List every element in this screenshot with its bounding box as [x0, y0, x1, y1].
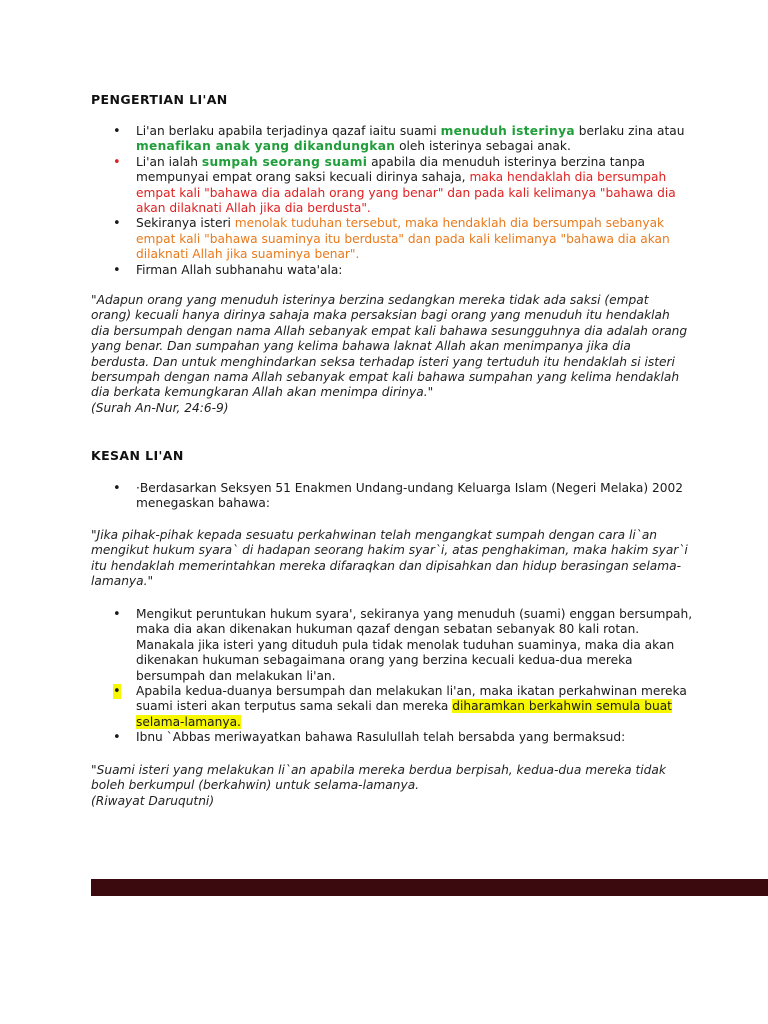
- quran-quote: [91, 293, 691, 416]
- heading-kesan-lian: KESAN LI'AN: [91, 448, 184, 463]
- kesan-intro-list: [0, 481, 696, 512]
- kesan-list: [0, 607, 696, 746]
- text-segment: Li'an ialah: [136, 154, 202, 169]
- text-segment: Li'an berlaku apabila terjadinya qazaf iaitu suami: [136, 124, 441, 138]
- definition-list: [0, 124, 696, 278]
- bullet-icon: •: [113, 262, 121, 278]
- heading-pengertian-lian: PENGERTIAN LI'AN: [91, 92, 228, 107]
- bullet-icon: •: [113, 730, 121, 746]
- list-item: [0, 155, 696, 217]
- quote-citation: (Surah An-Nur, 24:6-9): [91, 400, 229, 415]
- emphasis-green: sumpah seorang suami: [201, 154, 368, 169]
- footer-bar: [91, 879, 768, 896]
- bullet-icon: •: [113, 216, 121, 232]
- emphasis-green: menuduh isterinya: [440, 124, 575, 138]
- text-segment: ·Berdasarkan Seksyen 51 Enakmen Undang-undang Keluarga Islam (Negeri Melaka) 2002 menegaskan bahawa:: [136, 481, 684, 511]
- bullet-icon: •: [113, 684, 121, 700]
- emphasis-green: menafikan anak yang dikandungkan: [136, 139, 396, 154]
- list-item: [0, 481, 696, 512]
- bullet-icon: •: [113, 481, 121, 496]
- text-segment: Firman Allah subhanahu wata'ala:: [136, 262, 343, 277]
- list-item: [0, 124, 696, 155]
- hadith-quote: [91, 763, 691, 809]
- bullet-icon: •: [113, 124, 121, 139]
- bullet-icon: •: [113, 607, 121, 622]
- highlighted-text: diharamkan berkahwin semula buat selama-lamanya.: [136, 699, 672, 729]
- text-segment: apabila dia menuduh isterinya berzina tanpa mempunyai empat orang saksi kecuali dirinya sahaja,: [136, 154, 645, 185]
- text-segment: berlaku zina atau: [574, 124, 685, 138]
- quote-text: "Adapun orang yang menuduh isterinya berzina sedangkan mereka tidak ada saksi (empat orang) kecuali hanya dirinya sahaja maka persaksian bagi orang yang menuduh itu hendaklah dia bersumpah dengan nama Allah sebanyak empat kali bahawa sesungguhnya dia adalah orang yang benar. Dan sumpahan yang kelima bahawa laknat Allah akan menimpanya jika dia berdusta. Dan untuk menghindarkan seksa terhadap isteri yang tertuduh itu hendaklah si isteri bersumpah dengan nama Allah sebanyak empat kali bahawa sumpahan yang kelima hendaklah dia berkata kemungkaran Allah akan menimpa dirinya.": [91, 293, 688, 400]
- list-item: [0, 607, 696, 684]
- text-segment: oleh isterinya sebagai anak.: [395, 139, 571, 154]
- emphasis-orange: menolak tuduhan tersebut, maka hendaklah dia bersumpah sebanyak empat kali "bahawa suaminya itu berdusta" dan pada kali kelimanya "bahawa dia akan dilaknati Allah jika suaminya benar".: [136, 216, 670, 262]
- list-item: [0, 216, 696, 262]
- enactment-quote: [91, 528, 691, 590]
- quote-text: "Suami isteri yang melakukan li`an apabila mereka berdua berpisah, kedua-dua mereka tidak boleh berkumpul (berkahwin) untuk selama-lamanya.: [91, 763, 666, 793]
- list-item: [0, 730, 696, 745]
- text-segment: Mengikut peruntukan hukum syara', sekiranya yang menuduh (suami) enggan bersumpah, maka dia akan dikenakan hukuman qazaf dengan sebatan sebanyak 80 kali rotan. Manakala jika isteri yang dituduh pula tidak menolak tuduhan suaminya, maka dia akan dikenakan hukuman sebagaimana orang yang berzina kecuali kedua-dua mereka bersumpah dan melakukan li'an.: [136, 607, 693, 683]
- emphasis-red: maka hendaklah dia bersumpah empat kali "bahawa dia adalah orang yang benar" dan pada kali kelimanya "bahawa dia akan dilaknati Allah jika dia berdusta".: [136, 170, 676, 216]
- quote-text: "Jika pihak-pihak kepada sesuatu perkahwinan telah mengangkat sumpah dengan cara li`an mengikut hukum syara` di hadapan seorang hakim syar`i, atas penghakiman, maka hakim syar`i itu hendaklah memerintahkan mereka difaraqkan dan dipisahkan dan hidup berasingan selama-lamanya.": [91, 528, 688, 589]
- list-item: [0, 263, 696, 278]
- text-segment: Sekiranya isteri: [136, 216, 235, 231]
- text-segment: Ibnu `Abbas meriwayatkan bahawa Rasulullah telah bersabda yang bermaksud:: [136, 730, 626, 745]
- bullet-icon: •: [113, 154, 121, 170]
- text-segment: Apabila kedua-duanya bersumpah dan melakukan li'an, maka ikatan perkahwinan mereka suami isteri akan terputus sama sekali dan mereka: [136, 684, 687, 714]
- quote-citation: (Riwayat Daruqutni): [91, 793, 215, 808]
- list-item: [0, 684, 696, 730]
